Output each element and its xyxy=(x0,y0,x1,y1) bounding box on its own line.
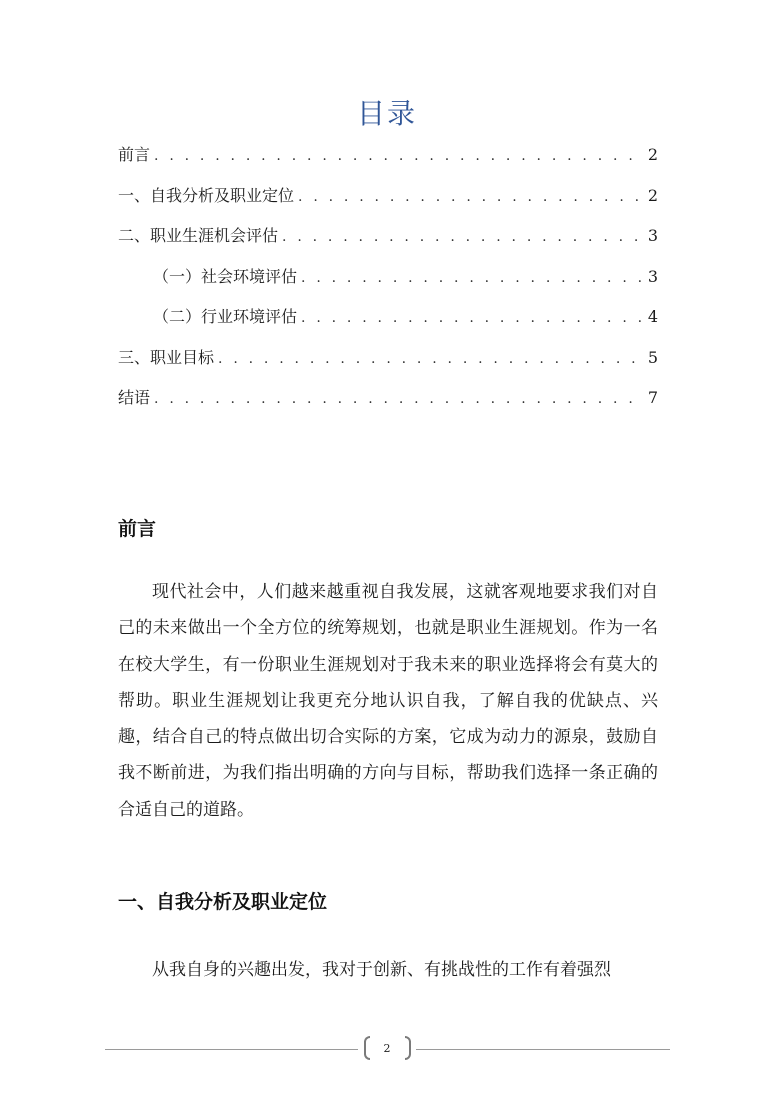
toc-title: 目录 xyxy=(356,97,417,130)
toc-leader-dots xyxy=(154,386,644,412)
toc-entry-opportunity-assessment[interactable] xyxy=(118,223,658,264)
page-number-box xyxy=(358,1034,416,1062)
toc-entry-page: 4 xyxy=(647,307,658,326)
toc-leader-dots xyxy=(282,224,644,250)
toc-entry-label: 二、职业生涯机会评估 xyxy=(118,226,279,245)
toc-leader-dots xyxy=(298,184,644,210)
toc-entry-preface[interactable] xyxy=(118,142,658,183)
right-bracket xyxy=(405,1036,411,1060)
toc-entry-label: （一）社会环境评估 xyxy=(153,266,298,286)
toc-leader-dots xyxy=(218,346,644,372)
section-heading-self-analysis: 一、自我分析及职业定位 xyxy=(118,891,328,913)
self-analysis-paragraph: 从我自身的兴趣出发，我对于创新、有挑战性的工作有着强烈 xyxy=(152,960,611,980)
toc-entry-industry-environment[interactable] xyxy=(118,304,658,345)
toc-leader-dots xyxy=(301,265,644,291)
toc-entry-page: 3 xyxy=(647,266,658,286)
toc-entry-label: 一、自我分析及职业定位 xyxy=(118,185,295,205)
toc-entry-label: 前言 xyxy=(118,145,151,164)
toc-entry-conclusion[interactable] xyxy=(118,385,658,426)
toc-entry-page: 2 xyxy=(647,145,658,164)
toc-entry-label: 结语 xyxy=(118,388,151,407)
toc-entry-social-environment[interactable] xyxy=(118,264,658,305)
page-number: 2 xyxy=(383,1041,391,1055)
toc-entry-page: 5 xyxy=(647,347,658,367)
toc-entry-career-goals[interactable] xyxy=(118,345,658,386)
left-bracket xyxy=(364,1036,370,1060)
toc-entry-label: （二）行业环境评估 xyxy=(153,307,298,326)
toc-entry-page: 3 xyxy=(647,226,658,245)
toc-entry-page: 2 xyxy=(647,185,658,205)
toc-leader-dots xyxy=(301,305,644,331)
toc-entry-label: 三、职业目标 xyxy=(118,347,215,367)
toc-entry-self-analysis[interactable] xyxy=(118,183,658,224)
section-heading-preface: 前言 xyxy=(118,518,157,540)
toc-entry-page: 7 xyxy=(647,388,658,407)
table-of-contents xyxy=(118,142,658,426)
preface-paragraph: 现代社会中，人们越来越重视自我发展，这就客观地要求我们对自己的未来做出一个全方位的统筹规划，也就是职业生涯规划。作为一名在校大学生，有一份职业生涯规划对于我未来的职业选择将会有莫大的帮助。职业生涯规划让我更充分地认识自我，了解自我的优缺点、兴趣，结合自己的特点做出切合实际的方案，它成为动力的源泉，鼓励自我不断前进，为我们指出明确的方向与目标，帮助我们选择一条正确的合适自己的道路。 xyxy=(118,582,658,820)
toc-leader-dots xyxy=(154,143,644,169)
